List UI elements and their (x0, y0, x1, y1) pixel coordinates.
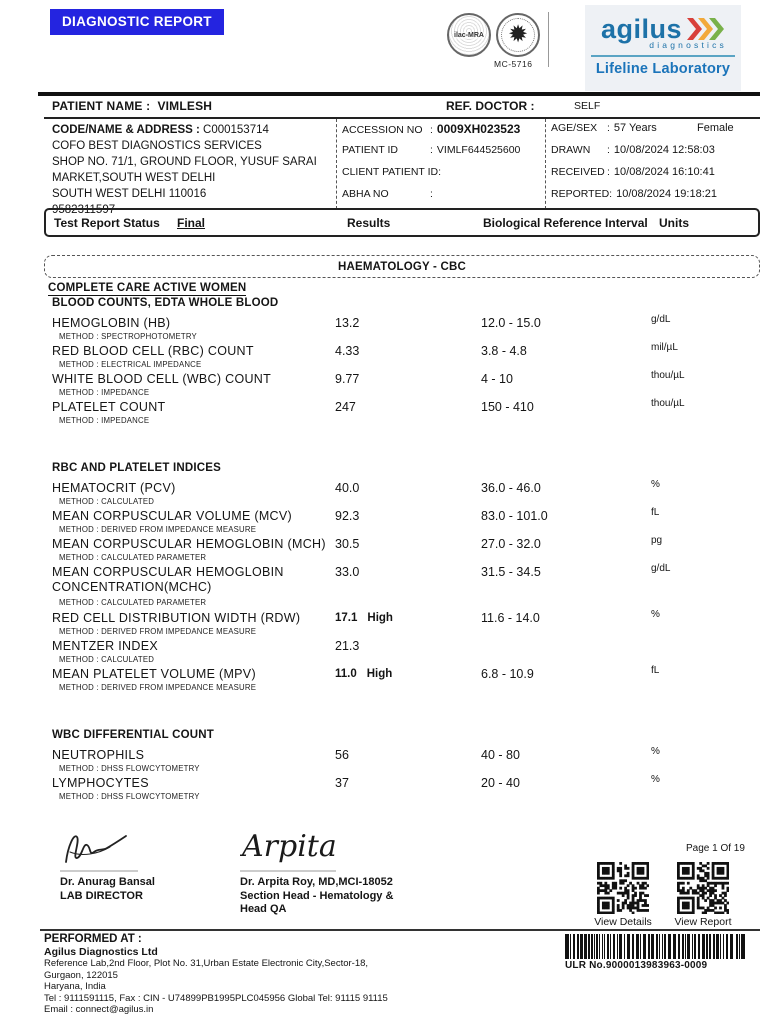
result-row (44, 535, 760, 563)
unit: % (651, 746, 660, 757)
performed-at-label: PERFORMED AT : (44, 933, 142, 945)
signatory-title: LAB DIRECTOR (60, 889, 143, 902)
id-label: CLIENT PATIENT ID (342, 166, 439, 178)
status-value: Final (177, 216, 206, 230)
address-line: SHOP NO. 71/1, GROUND FLOOR, YUSUF SARAI (52, 156, 317, 168)
test-name: MENTZER INDEX (52, 639, 158, 653)
result-row (44, 314, 760, 342)
section-title: BLOOD COUNTS, EDTA WHOLE BLOOD (52, 297, 279, 309)
result-sections (44, 297, 760, 802)
visit-label: RECEIVED (551, 166, 605, 178)
result-flag: High (366, 668, 393, 680)
test-name: MEAN CORPUSCULAR VOLUME (MCV) (52, 509, 292, 523)
result-row (44, 609, 760, 637)
test-method: METHOD : CALCULATED PARAMETER (59, 553, 207, 562)
visit-value2: Female (697, 122, 734, 134)
visit-row (551, 144, 757, 166)
test-name: LYMPHOCYTES (52, 776, 149, 790)
test-name: HEMATOCRIT (PCV) (52, 481, 176, 495)
result-value: 92.3 (335, 509, 360, 523)
column-reference: Biological Reference Interval (483, 216, 648, 230)
footer (44, 933, 544, 1016)
reference-interval: 12.0 - 15.0 (481, 316, 541, 330)
signatory-name: Dr. Anurag Bansal (60, 876, 155, 888)
test-method: METHOD : DERIVED FROM IMPEDANCE MEASURE (59, 525, 257, 534)
patient-info (44, 96, 760, 216)
test-name: HEMOGLOBIN (HB) (52, 316, 171, 330)
footer-line: Email : connect@agilus.in (44, 1004, 154, 1015)
footer-line: Reference Lab,2nd Floor, Plot No. 31,Urban Estate Electronic City,Sector-18, (44, 958, 369, 969)
visit-column (551, 122, 757, 210)
id-label: ABHA NO (342, 188, 389, 200)
column-units: Units (659, 216, 689, 230)
unit: g/dL (651, 314, 671, 325)
visit-value: 57 Years (613, 122, 657, 134)
ilac-mra-seal-text: ilac-MRA (454, 31, 484, 39)
unit: thou/µL (651, 398, 685, 409)
report-status-header (44, 208, 760, 237)
signature-anurag-bansal-icon (60, 826, 155, 868)
signatory-title: Head QA (240, 903, 287, 915)
ilac-mra-seal-icon (447, 13, 491, 57)
unit: pg (651, 535, 663, 546)
column-divider (336, 119, 337, 209)
colon: : (430, 188, 433, 200)
reference-interval: 40 - 80 (481, 748, 520, 762)
colon: : (607, 122, 610, 134)
test-result (335, 372, 359, 386)
id-label: PATIENT ID (342, 144, 399, 156)
patient-name-label: PATIENT NAME : (52, 99, 151, 113)
patient-name-row (44, 96, 760, 119)
header-divider (548, 12, 549, 67)
reference-interval: 20 - 40 (481, 776, 520, 790)
result-value: 17.1 (335, 612, 358, 624)
result-row (44, 479, 760, 507)
view-report-label: View Report (674, 916, 732, 928)
test-method: METHOD : CALCULATED (59, 655, 155, 664)
performing-lab-name: Agilus Diagnostics Ltd (44, 946, 158, 958)
result-value: 56 (335, 748, 349, 762)
test-name: RED CELL DISTRIBUTION WIDTH (RDW) (52, 611, 301, 625)
test-method: METHOD : CALCULATED PARAMETER (59, 598, 207, 607)
address-line: MARKET,SOUTH WEST DELHI (52, 172, 216, 184)
column-divider (545, 119, 546, 209)
result-row (44, 563, 760, 609)
reference-interval: 4 - 10 (481, 372, 513, 386)
code-label: CODE/NAME & ADDRESS : (52, 124, 200, 136)
agilus-diagnostics-text: diagnostics (649, 40, 727, 51)
test-name: NEUTROPHILS (52, 748, 145, 762)
visit-label: AGE/SEX (551, 122, 598, 134)
code-line (52, 122, 332, 138)
patient-name (52, 99, 212, 113)
test-result (335, 776, 349, 790)
unit: fL (651, 665, 660, 676)
result-value: 33.0 (335, 565, 360, 579)
test-result (335, 481, 359, 495)
visit-value: 10/08/2024 12:58:03 (613, 144, 715, 156)
footer-line: Haryana, India (44, 981, 106, 992)
signature-underline (240, 870, 336, 872)
test-name: PLATELET COUNT (52, 400, 166, 414)
reference-interval: 150 - 410 (481, 400, 534, 414)
id-row (342, 166, 540, 188)
visit-row (551, 188, 757, 210)
test-method: METHOD : SPECTROPHOTOMETRY (59, 332, 197, 341)
unit: % (651, 479, 660, 490)
result-row (44, 507, 760, 535)
colon: : (607, 144, 610, 156)
visit-value: 10/08/2024 16:10:41 (613, 166, 715, 178)
unit: g/dL (651, 563, 671, 574)
test-result (335, 316, 359, 330)
test-result (335, 509, 359, 523)
visit-label: DRAWN (551, 144, 591, 156)
result-row (44, 342, 760, 370)
colon: : (430, 144, 433, 156)
result-value: 13.2 (335, 316, 360, 330)
unit: % (651, 774, 660, 785)
view-details-label: View Details (594, 916, 652, 928)
nabl-seal-caption: MC-5716 (494, 59, 533, 69)
test-method: METHOD : IMPEDANCE (59, 388, 150, 397)
footer-rule (40, 929, 760, 931)
id-row (342, 122, 540, 144)
page-number: Page 1 Of 19 (686, 843, 745, 854)
test-result (335, 400, 356, 414)
signatory-lab-director (60, 826, 155, 903)
reference-interval: 11.6 - 14.0 (481, 611, 540, 625)
result-row (44, 637, 760, 665)
result-row (44, 774, 760, 802)
result-value: 37 (335, 776, 349, 790)
result-row (44, 665, 760, 693)
test-result (335, 639, 359, 653)
id-column (342, 122, 540, 210)
panel-title: HAEMATOLOGY - CBC (338, 260, 466, 273)
result-row (44, 370, 760, 398)
star-icon: ✹ (507, 21, 529, 48)
test-name: RED BLOOD CELL (RBC) COUNT (52, 344, 254, 358)
lifeline-laboratory-text: Lifeline Laboratory (595, 60, 731, 77)
address-line: SOUTH WEST DELHI 110016 (52, 188, 207, 200)
footer-lines (44, 958, 544, 1016)
status-label: Test Report Status (54, 216, 160, 230)
result-section (44, 462, 760, 693)
test-result (335, 344, 359, 358)
test-result (335, 612, 393, 624)
reference-interval: 31.5 - 34.5 (481, 565, 541, 579)
ulr-barcode-icon (565, 934, 745, 959)
id-value: VIMLF644525600 (436, 144, 521, 156)
section-title: WBC DIFFERENTIAL COUNT (52, 729, 214, 741)
result-row (44, 398, 760, 426)
chevrons-icon (687, 18, 725, 40)
panel-title-box (44, 255, 760, 278)
result-value: 11.0 (335, 668, 357, 680)
result-value: 247 (335, 400, 356, 414)
logo-divider (591, 55, 735, 57)
reference-interval: 6.8 - 10.9 (481, 667, 534, 681)
result-row (44, 746, 760, 774)
unit: fL (651, 507, 660, 518)
ulr-number: ULR No.9000013983963-0009 (565, 960, 708, 971)
view-report-qr-icon (677, 862, 729, 914)
result-value: 40.0 (335, 481, 360, 495)
test-method: METHOD : DERIVED FROM IMPEDANCE MEASURE (59, 683, 257, 692)
unit: mil/µL (651, 342, 678, 353)
agilus-logo (585, 5, 741, 91)
signature-arpita-text: Arpita (242, 829, 337, 864)
footer-line: Tel : 9111591115, Fax : CIN - U74899PB1995PLC045956 Global Tel: 91115 91115 (44, 992, 388, 1004)
patient-address (52, 122, 332, 218)
visit-value: 10/08/2024 19:18:21 (616, 188, 718, 200)
signatory-section-head (240, 826, 393, 917)
reference-interval: 27.0 - 32.0 (481, 537, 541, 551)
result-flag: High (367, 612, 393, 624)
colon: : (438, 166, 441, 178)
colon: : (430, 124, 433, 136)
address-line: COFO BEST DIAGNOSTICS SERVICES (52, 140, 262, 152)
test-method: METHOD : ELECTRICAL IMPEDANCE (59, 360, 202, 369)
reference-interval: 36.0 - 46.0 (481, 481, 541, 495)
test-name: WHITE BLOOD CELL (WBC) COUNT (52, 372, 272, 386)
reference-interval: 3.8 - 4.8 (481, 344, 527, 358)
colon: : (609, 188, 613, 200)
test-name: MEAN CORPUSCULAR HEMOGLOBIN (MCH) (52, 537, 326, 551)
result-value: 30.5 (335, 537, 360, 551)
id-row (342, 188, 540, 210)
test-method: METHOD : DERIVED FROM IMPEDANCE MEASURE (59, 627, 257, 636)
colon: : (607, 166, 610, 178)
unit: % (651, 609, 660, 620)
header-rule (38, 92, 760, 96)
profile-title: COMPLETE CARE ACTIVE WOMEN (48, 282, 247, 294)
ref-doctor-value: SELF (574, 100, 601, 112)
id-value: 0009XH023523 (436, 122, 521, 136)
view-details-qr-icon (597, 862, 649, 914)
test-result (335, 537, 359, 551)
result-value: 4.33 (335, 344, 360, 358)
visit-row (551, 122, 757, 144)
id-label: ACCESSION NO (342, 124, 423, 136)
result-section (44, 729, 760, 802)
test-result (335, 565, 359, 579)
test-method: METHOD : DHSS FLOWCYTOMETRY (59, 792, 200, 801)
unit: thou/µL (651, 370, 685, 381)
test-method: METHOD : CALCULATED (59, 497, 155, 506)
section-title: RBC AND PLATELET INDICES (52, 462, 221, 474)
signatory-name: Dr. Arpita Roy, MD,MCI-18052 (240, 876, 393, 888)
report-title-banner (50, 9, 224, 35)
result-value: 21.3 (335, 639, 360, 653)
code-value: C000153714 (203, 124, 269, 136)
report-title: DIAGNOSTIC REPORT (62, 14, 212, 29)
reference-interval: 83.0 - 101.0 (481, 509, 548, 523)
test-method: METHOD : DHSS FLOWCYTOMETRY (59, 764, 200, 773)
signatory-title: Section Head - Hematology & (240, 889, 394, 902)
ref-doctor-label: REF. DOCTOR : (446, 99, 535, 113)
nabl-seal-icon (496, 13, 540, 57)
result-value: 9.77 (335, 372, 360, 386)
test-name: MEAN PLATELET VOLUME (MPV) (52, 667, 256, 681)
test-result (335, 748, 349, 762)
footer-line: Gurgaon, 122015 (44, 969, 118, 981)
signature-arpita-icon (240, 826, 393, 868)
result-section (44, 297, 760, 426)
signature-underline (60, 870, 138, 872)
test-method: METHOD : IMPEDANCE (59, 416, 150, 425)
test-name: MEAN CORPUSCULAR HEMOGLOBIN CONCENTRATION(MCHC) (52, 565, 284, 594)
id-row (342, 144, 540, 166)
visit-label: REPORTED (551, 188, 610, 200)
test-result (335, 668, 392, 680)
address-line: 9582311597 (52, 204, 116, 216)
agilus-logo-text: agilus (600, 14, 683, 44)
column-results: Results (347, 216, 391, 230)
patient-name-value: VIMLESH (157, 99, 213, 113)
visit-row (551, 166, 757, 188)
